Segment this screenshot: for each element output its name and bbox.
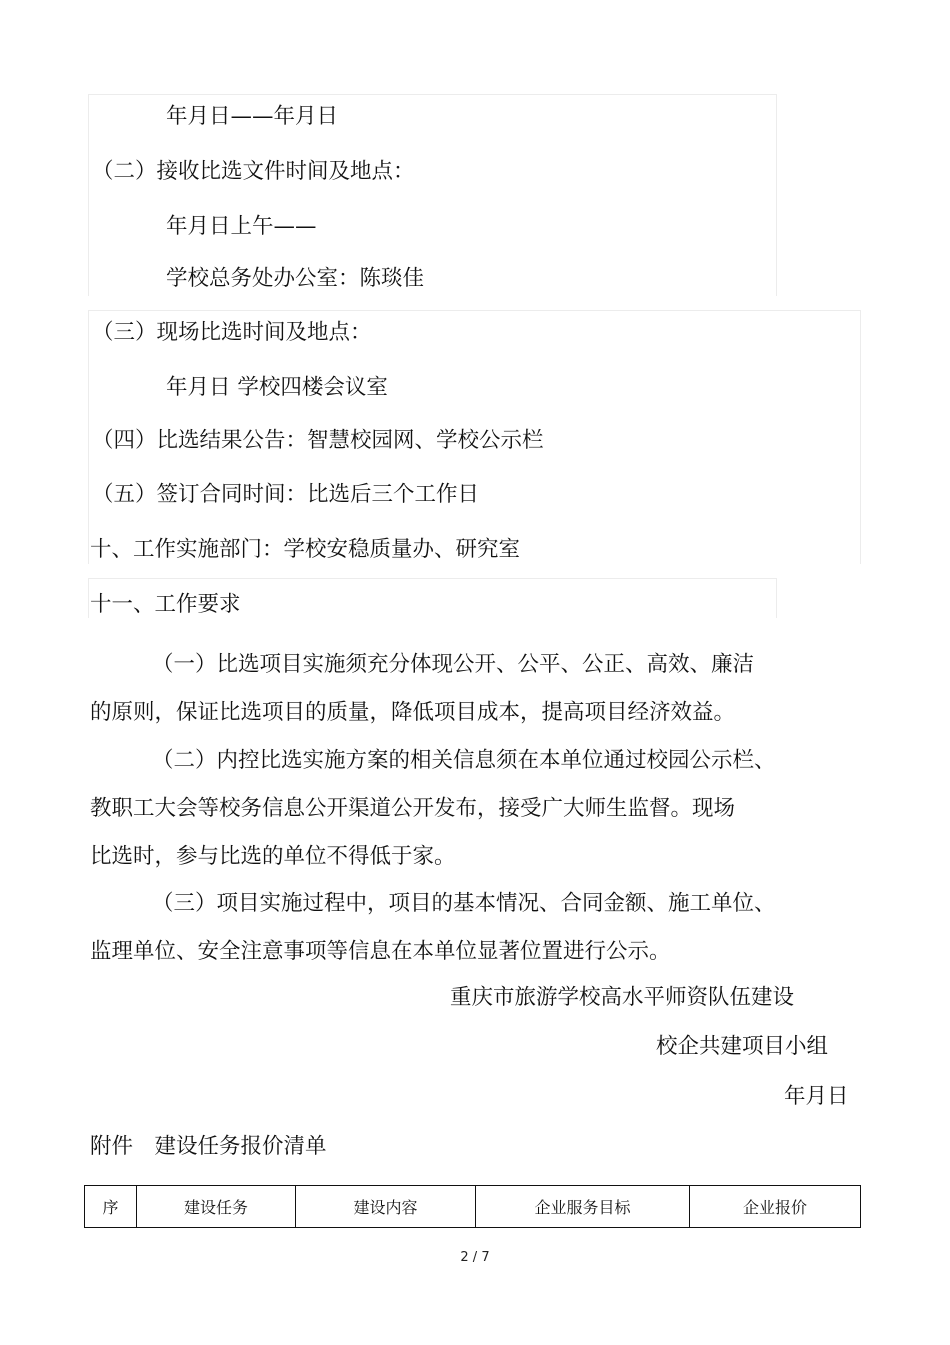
onsite-bid-place: 年月日 学校四楼会议室 <box>166 375 388 400</box>
header-quote: 企业报价 <box>690 1186 861 1228</box>
implementation-department: 十、工作实施部门：学校安稳质量办、研究室 <box>90 537 521 562</box>
quotation-table <box>84 1185 861 1228</box>
contract-signing-time: （五）签订合同时间：比选后三个工作日 <box>92 482 480 507</box>
header-service-goal: 企业服务目标 <box>476 1186 690 1228</box>
receive-docs-time: 年月日上午—— <box>166 214 317 239</box>
requirement-2-line-3: 比选时，参与比选的单位不得低于家。 <box>90 844 456 869</box>
page-number: 2 / 7 <box>460 1250 490 1265</box>
requirement-2-line-2: 教职工大会等校务信息公开渠道公开发布，接受广大师生监督。现场 <box>90 796 736 821</box>
receive-docs-place: 学校总务处办公室：陈琰佳 <box>166 266 425 291</box>
onsite-bid-heading: （三）现场比选时间及地点： <box>92 320 372 345</box>
table-header-row <box>85 1186 861 1228</box>
header-serial: 序 <box>85 1186 137 1228</box>
attachment-title: 附件 建设任务报价清单 <box>90 1134 327 1159</box>
requirement-1-line-2: 的原则，保证比选项目的质量，降低项目成本，提高项目经济效益。 <box>90 700 736 725</box>
bid-period-line: 年月日——年月日 <box>166 104 339 129</box>
signature-group: 校企共建项目小组 <box>656 1034 829 1059</box>
header-content: 建设内容 <box>296 1186 476 1228</box>
requirement-3-line-1: （三）项目实施过程中，项目的基本情况、合同金额、施工单位、 <box>152 891 776 916</box>
requirement-3-line-2: 监理单位、安全注意事项等信息在本单位显著位置进行公示。 <box>90 939 671 964</box>
signature-organization: 重庆市旅游学校高水平师资队伍建设 <box>450 985 795 1010</box>
signature-date: 年月日 <box>784 1084 849 1109</box>
requirements-heading: 十一、工作要求 <box>90 592 241 617</box>
header-task: 建设任务 <box>137 1186 296 1228</box>
requirement-1-line-1: （一）比选项目实施须充分体现公开、公平、公正、高效、廉洁 <box>152 652 755 677</box>
requirement-2-line-1: （二）内控比选实施方案的相关信息须在本单位通过校园公示栏、 <box>152 748 776 773</box>
receive-docs-heading: （二）接收比选文件时间及地点： <box>92 159 415 184</box>
result-announcement: （四）比选结果公告：智慧校园网、学校公示栏 <box>92 428 544 453</box>
